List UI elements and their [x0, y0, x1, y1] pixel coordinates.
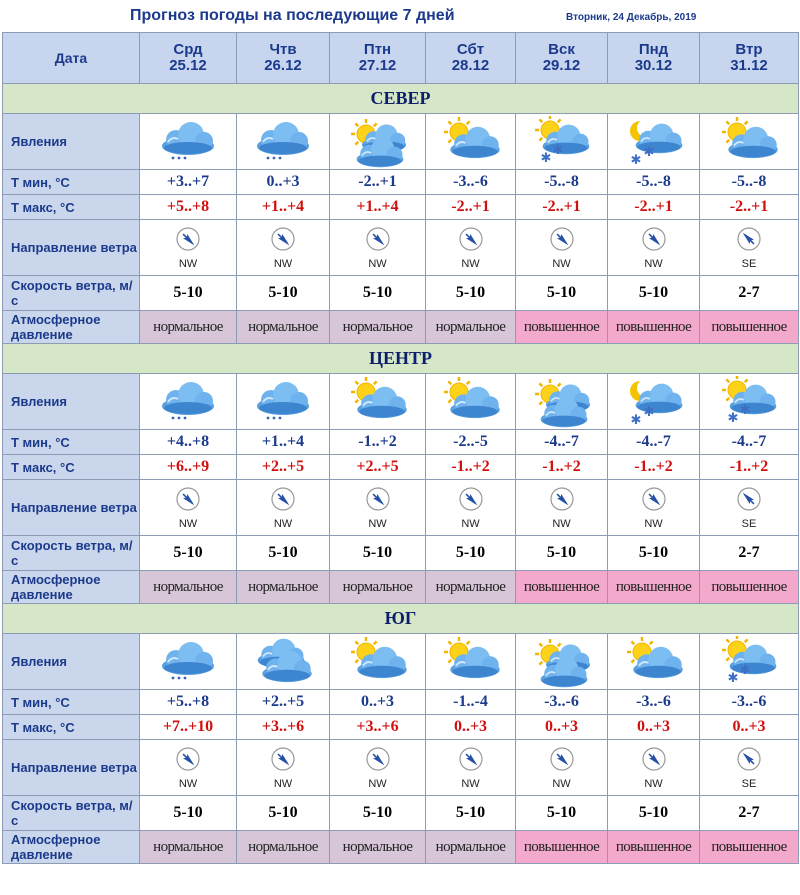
compass-arrow-icon	[549, 746, 575, 777]
pressure-value: нормальное	[140, 571, 237, 604]
compass-arrow-icon	[736, 746, 762, 777]
compass-arrow-icon	[175, 226, 201, 257]
current-date: Вторник, 24 Декабрь, 2019	[566, 12, 697, 23]
weather-icon-cell	[700, 634, 799, 690]
wind-direction-value: NW	[178, 257, 198, 270]
compass-arrow-icon	[458, 486, 484, 517]
sun-cloud-icon	[700, 116, 798, 168]
phenomena-label: Явления	[3, 634, 140, 690]
forecast-body	[3, 84, 799, 864]
wind-direction-cell	[426, 740, 516, 796]
tmax-value: +7..+10	[140, 715, 237, 740]
compass-arrow-icon	[458, 226, 484, 257]
wind-direction-value: NW	[178, 517, 198, 530]
wind-direction-cell	[330, 740, 426, 796]
wind-direction-row	[3, 220, 799, 276]
tmin-value: 0..+3	[237, 170, 330, 195]
wind-direction-label: Направление ветра	[3, 740, 140, 796]
date-header-row	[3, 33, 799, 84]
tmin-value: -1..+2	[330, 430, 426, 455]
sun-clouds-icon	[330, 116, 425, 168]
weather-icon-cell	[426, 634, 516, 690]
weather-icon-cell	[608, 634, 700, 690]
tmin-label: Т мин, °С	[3, 170, 140, 195]
svg-text:✱: ✱	[643, 144, 654, 160]
tmax-value: -1..+2	[608, 455, 700, 480]
tmin-value: -5..-8	[700, 170, 799, 195]
wind-direction-cell	[237, 740, 330, 796]
wind-direction-value: SE	[741, 517, 757, 530]
wind-direction-cell	[426, 480, 516, 536]
compass-arrow-icon	[641, 746, 667, 777]
phenomena-row	[3, 634, 799, 690]
wind-direction-cell	[140, 740, 237, 796]
wind-speed-label: Скорость ветра, м/с	[3, 796, 140, 831]
wind-speed-label: Скорость ветра, м/с	[3, 276, 140, 311]
tmin-value: -4..-7	[608, 430, 700, 455]
wind-direction-cell	[426, 220, 516, 276]
wind-speed-value: 5-10	[516, 796, 608, 831]
wind-speed-value: 5-10	[608, 536, 700, 571]
weather-icon-cell	[140, 634, 237, 690]
tmax-value: 0..+3	[608, 715, 700, 740]
tmin-row	[3, 430, 799, 455]
wind-speed-row	[3, 536, 799, 571]
tmax-value: +3..+6	[330, 715, 426, 740]
wind-direction-cell	[608, 480, 700, 536]
tmax-value: -2..+1	[700, 195, 799, 220]
wind-direction-value: NW	[552, 517, 571, 530]
pressure-value: нормальное	[426, 571, 516, 604]
tmax-value: -2..+1	[516, 195, 608, 220]
wind-direction-value: NW	[368, 777, 387, 790]
tmax-value: 0..+3	[516, 715, 608, 740]
pressure-value: нормальное	[426, 311, 516, 344]
wind-speed-row	[3, 796, 799, 831]
tmin-value: +3..+7	[140, 170, 237, 195]
pressure-row	[3, 571, 799, 604]
tmin-value: -5..-8	[608, 170, 700, 195]
wind-speed-value: 5-10	[140, 276, 237, 311]
wind-direction-value: NW	[644, 257, 663, 270]
wind-direction-value: NW	[461, 257, 480, 270]
moon-cloud-snow-icon	[608, 376, 699, 428]
tmin-value: +5..+8	[140, 690, 237, 715]
wind-direction-value: NW	[644, 777, 663, 790]
tmin-row	[3, 690, 799, 715]
wind-speed-value: 2-7	[700, 536, 799, 571]
sun-cloud-icon	[426, 636, 515, 688]
wind-speed-value: 5-10	[608, 796, 700, 831]
weather-icon-cell	[608, 114, 700, 170]
weather-icon-cell	[516, 374, 608, 430]
wind-direction-cell	[330, 480, 426, 536]
compass-arrow-icon	[549, 226, 575, 257]
wind-direction-cell	[608, 220, 700, 276]
wind-direction-cell	[516, 740, 608, 796]
compass-arrow-icon	[641, 486, 667, 517]
wind-speed-value: 2-7	[700, 796, 799, 831]
wind-speed-value: 5-10	[237, 276, 330, 311]
weather-icon-cell	[700, 114, 799, 170]
pressure-value: нормальное	[237, 831, 330, 864]
weather-icon-cell	[426, 114, 516, 170]
weather-icon-cell	[700, 374, 799, 430]
weather-icon-cell	[330, 634, 426, 690]
tmin-row	[3, 170, 799, 195]
svg-text:✱: ✱	[540, 150, 551, 166]
tmax-value: +5..+8	[140, 195, 237, 220]
compass-arrow-icon	[175, 746, 201, 777]
wind-speed-value: 5-10	[608, 276, 700, 311]
region-band	[3, 84, 799, 114]
tmax-value: -1..+2	[700, 455, 799, 480]
day-header: Срд 25.12	[140, 33, 237, 84]
pressure-value: нормальное	[330, 311, 426, 344]
day-header: Чтв 26.12	[237, 33, 330, 84]
compass-arrow-icon	[270, 226, 296, 257]
pressure-value: нормальное	[237, 311, 330, 344]
wind-speed-value: 5-10	[237, 536, 330, 571]
wind-direction-cell	[700, 220, 799, 276]
day-header: Птн 27.12	[330, 33, 426, 84]
tmin-value: +4..+8	[140, 430, 237, 455]
tmin-value: -3..-6	[516, 690, 608, 715]
tmax-value: 0..+3	[700, 715, 799, 740]
tmax-label: Т макс, °С	[3, 715, 140, 740]
weather-icon-cell	[237, 114, 330, 170]
tmin-value: -3..-6	[426, 170, 516, 195]
pressure-value: повышенное	[608, 571, 700, 604]
clouds-icon	[237, 636, 329, 688]
wind-direction-value: NW	[368, 257, 387, 270]
tmax-row	[3, 195, 799, 220]
tmax-value: +1..+4	[330, 195, 426, 220]
moon-cloud-snow-icon	[608, 116, 699, 168]
wind-direction-value: NW	[273, 777, 293, 790]
tmin-value: -4..-7	[516, 430, 608, 455]
wind-direction-value: NW	[273, 517, 293, 530]
tmax-value: -2..+1	[426, 195, 516, 220]
pressure-value: повышенное	[608, 311, 700, 344]
wind-speed-value: 5-10	[426, 536, 516, 571]
svg-text:✱: ✱	[552, 142, 563, 158]
tmin-value: -1..-4	[426, 690, 516, 715]
pressure-value: нормальное	[237, 571, 330, 604]
wind-speed-value: 5-10	[140, 536, 237, 571]
pressure-value: повышенное	[516, 831, 608, 864]
page-title: Прогноз погоды на последующие 7 дней	[130, 7, 455, 24]
pressure-row	[3, 311, 799, 344]
day-header: Втр 31.12	[700, 33, 799, 84]
weather-icon-cell	[516, 114, 608, 170]
date-header-label: Дата	[3, 33, 140, 84]
wind-direction-value: SE	[741, 777, 757, 790]
tmin-value: +1..+4	[237, 430, 330, 455]
wind-direction-cell	[140, 480, 237, 536]
sun-cloud-snow-icon	[516, 116, 607, 168]
svg-text:✱: ✱	[630, 412, 641, 428]
weather-icon-cell	[237, 374, 330, 430]
wind-speed-value: 5-10	[330, 796, 426, 831]
wind-speed-value: 5-10	[140, 796, 237, 831]
pressure-label: Атмосферное давление	[3, 571, 140, 604]
wind-speed-value: 5-10	[330, 536, 426, 571]
weather-icon-cell	[426, 374, 516, 430]
wind-direction-cell	[237, 220, 330, 276]
tmin-value: -3..-6	[700, 690, 799, 715]
wind-direction-row	[3, 480, 799, 536]
pressure-label: Атмосферное давление	[3, 831, 140, 864]
tmax-value: +3..+6	[237, 715, 330, 740]
region-name: СЕВЕР	[3, 84, 799, 114]
day-header: Сбт 28.12	[426, 33, 516, 84]
tmin-value: -5..-8	[516, 170, 608, 195]
pressure-value: повышенное	[516, 311, 608, 344]
wind-speed-label: Скорость ветра, м/с	[3, 536, 140, 571]
page-header	[0, 0, 800, 32]
compass-arrow-icon	[270, 746, 296, 777]
cloud-snow-light-icon	[140, 636, 236, 688]
wind-direction-cell	[700, 480, 799, 536]
compass-arrow-icon	[736, 486, 762, 517]
sun-cloud-icon	[426, 376, 515, 428]
compass-arrow-icon	[365, 226, 391, 257]
compass-arrow-icon	[270, 486, 296, 517]
wind-speed-value: 5-10	[516, 536, 608, 571]
pressure-value: повышенное	[700, 831, 799, 864]
wind-direction-value: NW	[644, 517, 663, 530]
wind-direction-cell	[330, 220, 426, 276]
region-band	[3, 344, 799, 374]
pressure-value: нормальное	[140, 311, 237, 344]
wind-direction-value: NW	[368, 517, 387, 530]
wind-direction-cell	[516, 220, 608, 276]
svg-text:✱: ✱	[727, 670, 739, 686]
wind-speed-value: 2-7	[700, 276, 799, 311]
wind-speed-value: 5-10	[330, 276, 426, 311]
tmax-value: +1..+4	[237, 195, 330, 220]
wind-direction-value: NW	[552, 257, 571, 270]
tmin-value: -4..-7	[700, 430, 799, 455]
svg-text:✱: ✱	[739, 402, 751, 418]
svg-text:✱: ✱	[630, 152, 641, 168]
compass-arrow-icon	[365, 486, 391, 517]
compass-arrow-icon	[175, 486, 201, 517]
phenomena-label: Явления	[3, 374, 140, 430]
pressure-value: нормальное	[426, 831, 516, 864]
tmin-value: -2..+1	[330, 170, 426, 195]
pressure-value: повышенное	[700, 571, 799, 604]
weather-icon-cell	[237, 634, 330, 690]
sun-cloud-icon	[426, 116, 515, 168]
tmin-value: -3..-6	[608, 690, 700, 715]
pressure-value: повышенное	[608, 831, 700, 864]
phenomena-label: Явления	[3, 114, 140, 170]
compass-arrow-icon	[736, 226, 762, 257]
compass-arrow-icon	[641, 226, 667, 257]
sun-cloud-icon	[608, 636, 699, 688]
tmin-label: Т мин, °С	[3, 430, 140, 455]
region-name: ЮГ	[3, 604, 799, 634]
day-header: Пнд 30.12	[608, 33, 700, 84]
pressure-value: нормальное	[330, 831, 426, 864]
sun-cloud-snow-icon	[700, 376, 798, 428]
cloud-snow-light-icon	[237, 376, 329, 428]
wind-direction-cell	[140, 220, 237, 276]
tmax-value: +6..+9	[140, 455, 237, 480]
wind-speed-value: 5-10	[426, 276, 516, 311]
wind-direction-value: SE	[741, 257, 757, 270]
sun-cloud-icon	[330, 376, 425, 428]
pressure-label: Атмосферное давление	[3, 311, 140, 344]
wind-direction-value: NW	[461, 517, 480, 530]
region-name: ЦЕНТР	[3, 344, 799, 374]
wind-direction-cell	[700, 740, 799, 796]
tmax-value: -1..+2	[426, 455, 516, 480]
wind-direction-value: NW	[273, 257, 293, 270]
wind-speed-value: 5-10	[426, 796, 516, 831]
tmax-value: +2..+5	[330, 455, 426, 480]
wind-direction-cell	[237, 480, 330, 536]
sun-cloud-snow-icon	[700, 636, 798, 688]
tmax-row	[3, 455, 799, 480]
wind-direction-label: Направление ветра	[3, 480, 140, 536]
cloud-snow-light-icon	[140, 116, 236, 168]
tmax-value: -2..+1	[608, 195, 700, 220]
weather-icon-cell	[330, 374, 426, 430]
svg-text:✱: ✱	[643, 404, 654, 420]
pressure-value: нормальное	[330, 571, 426, 604]
wind-direction-value: NW	[461, 777, 480, 790]
cloud-snow-light-icon	[140, 376, 236, 428]
day-header: Вск 29.12	[516, 33, 608, 84]
tmax-row	[3, 715, 799, 740]
wind-speed-value: 5-10	[516, 276, 608, 311]
compass-arrow-icon	[458, 746, 484, 777]
tmax-value: 0..+3	[426, 715, 516, 740]
wind-direction-value: NW	[552, 777, 571, 790]
tmax-value: -1..+2	[516, 455, 608, 480]
tmin-value: 0..+3	[330, 690, 426, 715]
tmin-label: Т мин, °С	[3, 690, 140, 715]
tmin-value: -2..-5	[426, 430, 516, 455]
compass-arrow-icon	[549, 486, 575, 517]
wind-speed-row	[3, 276, 799, 311]
pressure-value: повышенное	[700, 311, 799, 344]
wind-direction-value: NW	[178, 777, 198, 790]
wind-direction-label: Направление ветра	[3, 220, 140, 276]
pressure-value: повышенное	[516, 571, 608, 604]
forecast-table	[2, 32, 799, 864]
wind-direction-cell	[608, 740, 700, 796]
tmax-label: Т макс, °С	[3, 455, 140, 480]
compass-arrow-icon	[365, 746, 391, 777]
tmax-label: Т макс, °С	[3, 195, 140, 220]
pressure-value: нормальное	[140, 831, 237, 864]
sun-clouds-icon	[516, 636, 607, 688]
weather-icon-cell	[608, 374, 700, 430]
tmax-value: +2..+5	[237, 455, 330, 480]
phenomena-row	[3, 114, 799, 170]
phenomena-row	[3, 374, 799, 430]
sun-cloud-icon	[330, 636, 425, 688]
weather-icon-cell	[330, 114, 426, 170]
svg-text:✱: ✱	[727, 410, 739, 426]
wind-direction-cell	[516, 480, 608, 536]
weather-icon-cell	[140, 374, 237, 430]
weather-icon-cell	[140, 114, 237, 170]
sun-clouds-icon	[516, 376, 607, 428]
svg-text:✱: ✱	[739, 662, 751, 678]
cloud-snow-light-icon	[237, 116, 329, 168]
pressure-row	[3, 831, 799, 864]
weather-icon-cell	[516, 634, 608, 690]
wind-direction-row	[3, 740, 799, 796]
region-band	[3, 604, 799, 634]
tmin-value: +2..+5	[237, 690, 330, 715]
wind-speed-value: 5-10	[237, 796, 330, 831]
